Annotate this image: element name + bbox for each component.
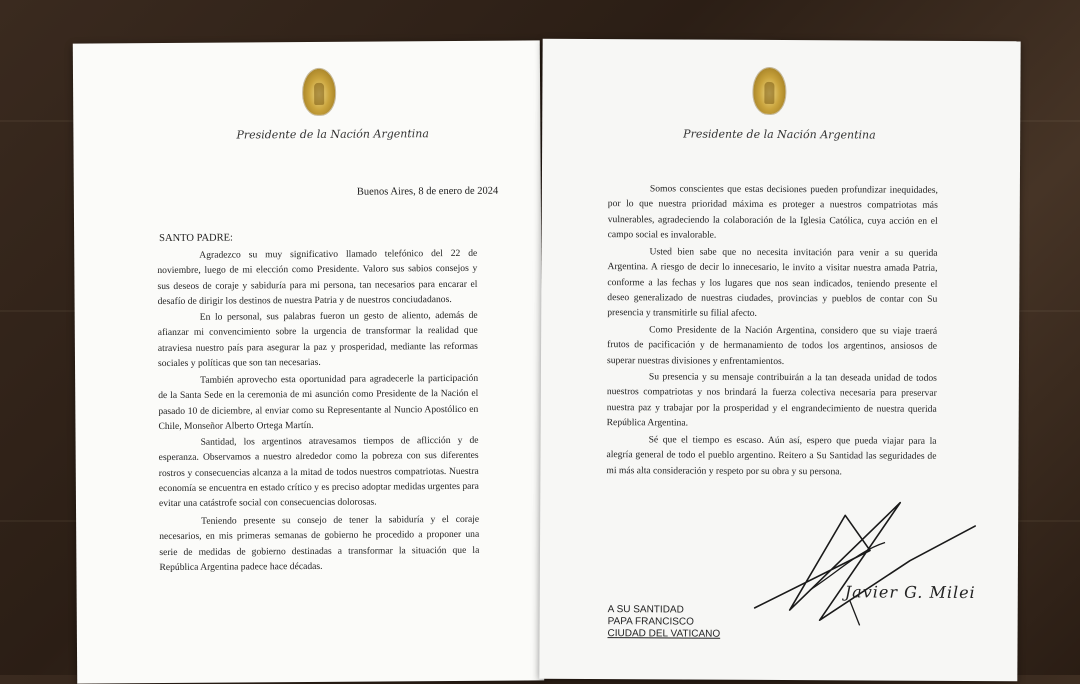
paragraph: Sé que el tiempo es escaso. Aún así, espero que pueda viajar para la alegría general de todo el pueblo argentino. Reitero a Su Santidad las seguridades de mi más alta consideración y respeto por su obra y su persona. (606, 434, 937, 477)
handwritten-signature (750, 490, 981, 631)
signature-name: Javier G. Milei (844, 582, 976, 603)
paragraph: Usted bien sabe que no necesita invitación para venir a su querida Argentina. A riesgo de decir lo innecesario, le invito a visitar nuestra amada Patria, conforme a las fechas y los lugares que nos sean indicados, teniendo presente el deseo generalizado de nuestras ciudades, provincias y pueblos de contar con Su presencia y transmitirle su filial afecto. (607, 246, 938, 320)
paragraph: Agradezco su muy significativo llamado telefónico del 22 de noviembre, luego de mi elección como Presidente. Valoro sus sabios consejos y sus deseos de coraje y sabiduría para mi persona, tan necesarios para encarar el desafío de dirigir los destinos de nuestra Patria y de nuestros conciudadanos. (157, 247, 478, 307)
letter-date: Buenos Aires, 8 de enero de 2024 (356, 185, 499, 198)
address-line: A SU SANTIDAD (607, 604, 684, 616)
letter-page-1 (73, 40, 544, 683)
salutation: SANTO PADRE: (159, 232, 233, 245)
paragraph: Somos conscientes que estas decisiones pueden profundizar inequidades, por lo que nuestra prioridad máxima es proteger a nuestros compatriotas más vulnerables, agradeciendo la colaboración de la Iglesia Católica, cuya acción en el campo social es invalorable. (607, 183, 938, 241)
letterhead-title: Presidente de la Nación Argentina (683, 127, 876, 142)
paragraph: Como Presidente de la Nación Argentina, considero que su viaje traerá frutos de pacificación y de hermanamiento de todos los argentinos, ansiosos de superar nuestras divisiones y enfrentamientos. (606, 324, 938, 367)
national-seal-icon (753, 68, 785, 114)
paragraph: Su presencia y su mensaje contribuirán a la tan deseada unidad de todos nuestros compatriotas y nos brindará la fuerza colectiva necesaria para preservar nuestra paz y trabajar por la prosperidad y el engrandecimiento de nuestra querida República Argentina. (606, 371, 937, 429)
national-seal-icon (303, 69, 335, 115)
address-line: CIUDAD DEL VATICANO (607, 628, 721, 640)
letterhead-title: Presidente de la Nación Argentina (236, 127, 429, 142)
paragraph: También aprovecho esta oportunidad para agradecerle la participación de la Santa Sede en la ceremonia de mi asunción como Presidente de la Nación el pasado 10 de diciembre, al enviar como su Representante al Nuncio Apostólico en Chile, Monseñor Alberto Ortega Martín. (158, 372, 479, 432)
paragraph: En lo personal, sus palabras fueron un gesto de aliento, además de afianzar mi convencimiento sobre la urgencia de transformar la realidad que atraviesa nuestro país para asegurar la paz y prosperidad, mediante las reformas sociales y políticas que son tan necesarias. (157, 309, 478, 369)
paragraph: Santidad, los argentinos atravesamos tiempos de aflicción y de esperanza. Observamos a nuestro alrededor como la pobreza con sus diferentes rostros y consecuencias alcanza a la mitad de todos nuestros compatriotas. Nuestra economía se encuentra en estado crítico y es preciso adoptar medidas urgentes para evitar una catástrofe social con consecuencias dolorosas. (158, 434, 479, 510)
address-line: PAPA FRANCISCO (607, 616, 694, 628)
letter-page-2 (539, 39, 1020, 681)
paragraph: Teniendo presente su consejo de tener la sabiduría y el coraje necesarios, en mis primeras semanas de gobierno he procedido a proponer una serie de medidas de gobierno destinadas a transformar la situación que la República Argentina padece hace décadas. (159, 513, 480, 573)
